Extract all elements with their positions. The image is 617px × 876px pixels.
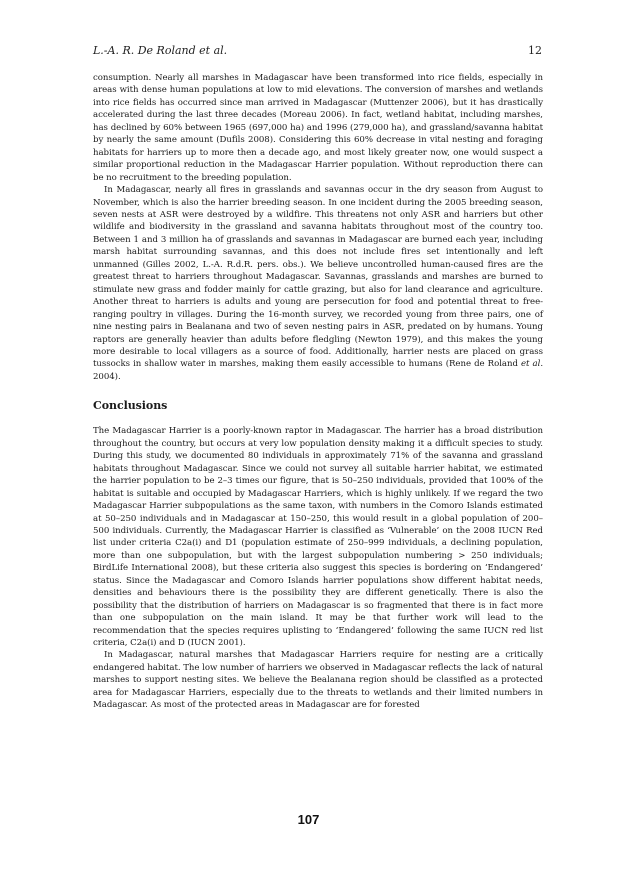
paragraph: consumption. Nearly all marshes in Madagascar have been transformed into rice fields, especially in areas with dense human populations at low to mid elevations. The conversion of marshes and wetlands into rice fields has occurred since man arrived in Madagascar (Muttenzer 2006), but it has drastically accelerated during the last three decades (Moreau 2006). In fact, wetland habitat, including marshes, has declined by 60% between 1965 (697,000 ha) and 1996 (279,000 ha), and grassland/savanna habitat by nearly the same amount (Dufils 2008). Considering this 60% decrease in vital nesting and foraging habitats for harriers up to more then a decade ago, and most likely greater now, one would suspect a similar proportional reduction in the Madagascar Harrier population. Without reproduction there can be no recruitment to the breeding population. xyxy=(93,73,543,183)
folio-page-number: 107 xyxy=(297,812,320,827)
paragraph-text-end: 2004). xyxy=(93,371,121,382)
paragraph: In Madagascar, natural marshes that Madagascar Harriers require for nesting are a critically endangered habitat. The low number of harriers we observed in Madagascar reflects the lack of natural marshes to support nesting sites. We believe the Bealanana region should be classified as a protected area for Madagascar Harriers, especially due to the threats to wetlands and their limited numbers in Madagascar. As most of the protected areas in Madagascar are for forested xyxy=(93,650,543,711)
paragraph-text: In Madagascar, nearly all fires in grasslands and savannas occur in the dry season from August to November, which is also the harrier breeding season. In one incident during the 2005 breeding season, seven nests at ASR were destroyed by a wildfire. This threatens not only ASR and harriers but other wildlife and biodiversity in the grassland and savanna habitats throughout most of the country too. Between 1 and 3 million ha of grasslands and savannas in Madagascar are burned each year, including marsh habitat surrounding savannas, and this does not include fires set intentionally and left unmanned (Gilles 2002, L.-A. R.d.R. pers. obs.). We believe uncontrolled human-caused fires are the greatest threat to harriers throughout Madagascar. Savannas, grasslands and marshes are burned to stimulate new grass and fodder mainly for cattle grazing, but also for land clearance and agriculture. Another threat to harriers is adults and young are persecution for food and potential threat to free-ranging poultry in villages. During the 16-month survey, we recorded young from three pairs, one of nine nesting pairs in Bealanana and two of seven nesting pairs in ASR, predated on by humans. Young raptors are generally heavier than adults before fledgling (Newton 1979), and this makes the young more desirable to local villagers as a source of food. Additionally, harrier nests are placed on grass tussocks in shallow water in marshes, making them easily accessible to humans (Rene de Roland xyxy=(93,185,543,370)
running-head-authors: L.-A. R. De Roland et al. xyxy=(93,44,228,57)
citation-et-al: et al. xyxy=(521,359,544,370)
running-head xyxy=(93,44,542,60)
section-heading-conclusions: Conclusions xyxy=(93,399,168,413)
running-head-page-number: 12 xyxy=(528,44,542,57)
article-body xyxy=(93,72,543,712)
paragraph: The Madagascar Harrier is a poorly-known raptor in Madagascar. The harrier has a broad distribution throughout the country, but occurs at very low population density making it a difficult species to study. During this study, we documented 80 individuals in approximately 71% of the savanna and grassland habitats throughout Madagascar. Since we could not survey all suitable harrier habitat, we estimated the harrier population to be 2–3 times our figure, that is 50–250 individuals, provided that 100% of the habitat is suitable and occupied by Madagascar Harriers, which is highly unlikely. If we regard the two Madagascar Harrier subpopulations as the same taxon, with numbers in the Comoro Islands estimated at 50–250 individuals and in Madagascar at 150–250, this would result in a global population of 200–500 individuals. Currently, the Madagascar Harrier is classified as ‘Vulnerable’ on the 2008 IUCN Red list under criteria C2a(i) and D1 (population estimate of 250–999 individuals, a declining population, more than one subpopulation, but with the largest subpopulation numbering > 250 individuals; BirdLife International 2008), but these criteria also suggest this species is bordering on ‘Endangered’ status. Since the Madagascar and Comoro Islands harrier populations show different habitat needs, densities and behaviours there is the possibility they are different genetically. There is also the possibility that the distribution of harriers on Madagascar is so fragmented that there is in fact more than one subpopulation on the main island. It may be that further work will lead to the recommendation that the species requires uplisting to ‘Endangered’ following the same IUCN red list criteria, C2a(i) and D (IUCN 2001). xyxy=(93,426,543,649)
paragraph xyxy=(93,184,543,383)
